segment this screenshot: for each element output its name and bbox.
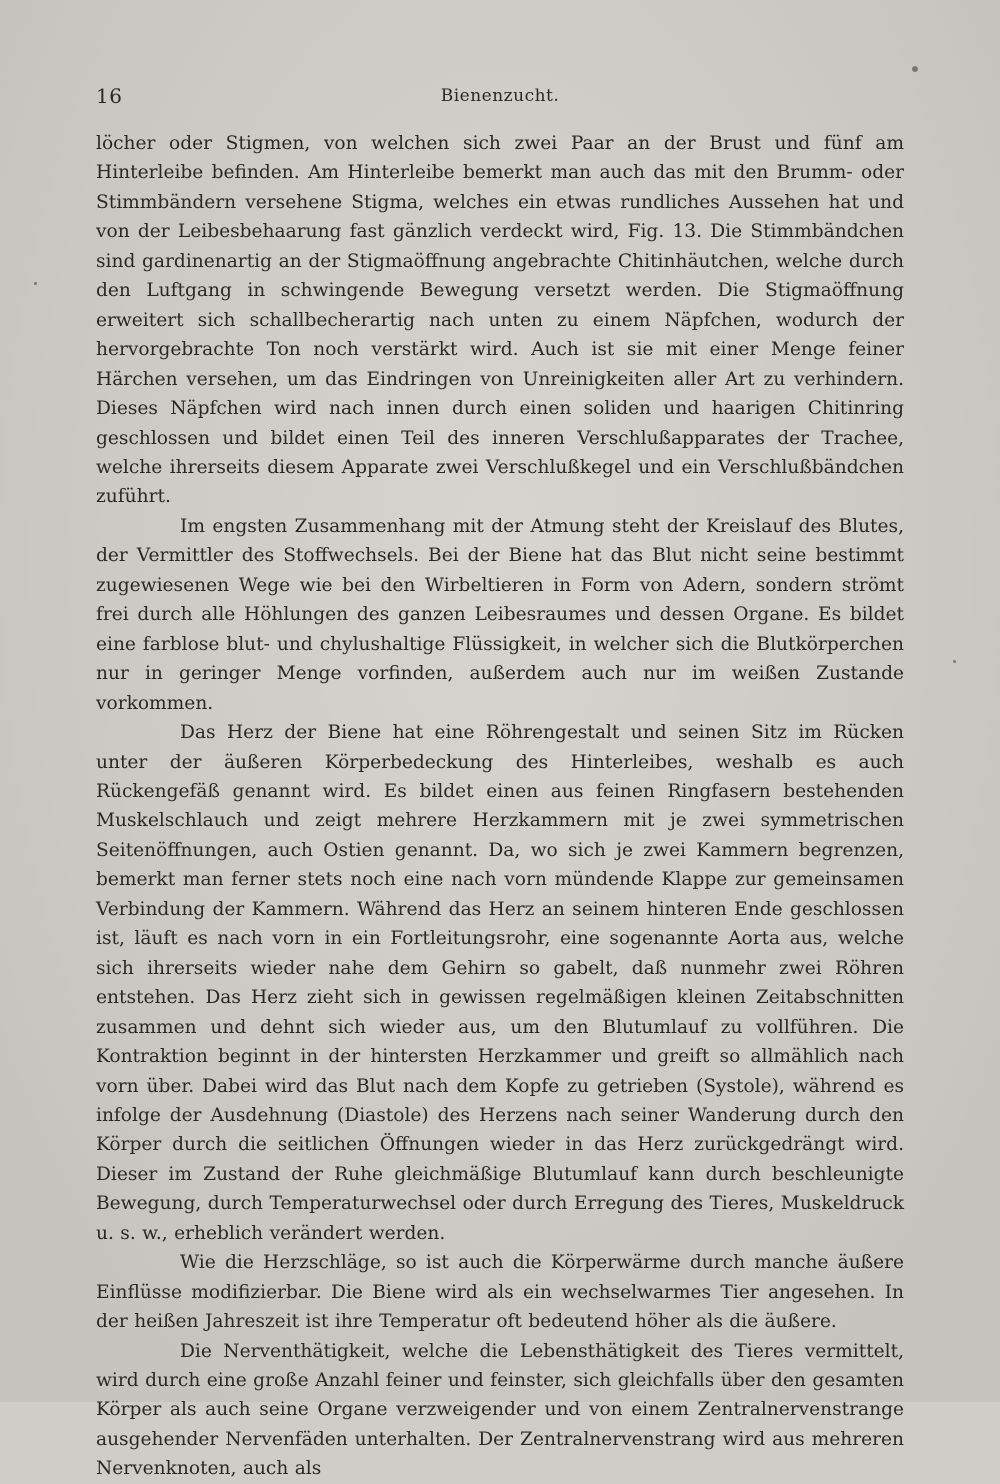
paper-speck xyxy=(953,660,956,663)
paper-speck xyxy=(34,282,37,285)
paragraph: löcher oder Stigmen, von welchen sich zwei Paar an der Brust und fünf am Hinterleibe befinden. Am Hinterleibe bemerkt man auch das mit den Brumm- oder Stimmbändern versehene Stigma, welches ein etwas rundliches Aussehen hat und von der Leibesbehaarung fast gänzlich verdeckt wird, Fig. 13. Die Stimmbändchen sind gardinenartig an der Stigmaöffnung angebrachte Chitinhäutchen, welche durch den Luftgang in schwingende Bewegung versetzt werden. Die Stigmaöffnung erweitert sich schallbecherartig nach unten zu einem Näpfchen, wodurch der hervorgebrachte Ton noch verstärkt wird. Auch ist sie mit einer Menge feiner Härchen versehen, um das Eindringen von Unreinigkeiten aller Art zu verhindern. Dieses Näpfchen wird nach innen durch einen soliden und haarigen Chitinring geschlossen und bildet einen Teil des inneren Verschlußapparates der Trachee, welche ihrerseits diesem Apparate zwei Verschlußkegel und ein Verschlußbändchen zuführt. xyxy=(96,133,904,508)
body-text xyxy=(96,129,904,1484)
paragraph: Wie die Herzschläge, so ist auch die Körperwärme durch manche äußere Einflüsse modifizierbar. Die Biene wird als ein wechselwarmes Tier angesehen. In der heißen Jahreszeit ist ihre Temperatur oft bedeutend höher als die äußere. xyxy=(96,1252,904,1333)
paragraph: Die Nerventhätigkeit, welche die Lebensthätigkeit des Tieres vermittelt, wird durch eine große Anzahl feiner und feinster, sich gleichfalls über den gesamten Körper als auch seine Organe verzweigender und von einem Zentralnervenstrange ausgehender Nervenfäden unterhalten. Der Zentralnervenstrang wird aus mehreren Nervenknoten, auch als xyxy=(96,1340,904,1480)
page-header xyxy=(96,84,904,114)
paragraph: Im engsten Zusammenhang mit der Atmung steht der Kreislauf des Blutes, der Vermittler des Stoffwechsels. Bei der Biene hat das Blut nicht seine bestimmt zugewiesenen Wege wie bei den Wirbeltieren in Form von Adern, sondern strömt frei durch alle Höhlungen des ganzen Leibesraumes und dessen Organe. Es bildet eine farblose blut- und chylushaltige Flüssigkeit, in welcher sich die Blutkörperchen nur in geringer Menge vorfinden, außerdem auch nur im weißen Zustande vorkommen. xyxy=(96,515,904,714)
running-head: Bienenzucht. xyxy=(440,86,560,106)
page-number: 16 xyxy=(96,84,123,108)
paragraph: Das Herz der Biene hat eine Röhrengestalt und seinen Sitz im Rücken unter der äußeren Körperbedeckung des Hinterleibes, weshalb es auch Rückengefäß genannt wird. Es bildet einen aus feinen Ringfasern bestehenden Muskelschlauch und zeigt mehrere Herzkammern mit je zwei symmetrischen Seitenöffnungen, auch Ostien genannt. Da, wo sich je zwei Kammern begrenzen, bemerkt man ferner stets noch eine nach vorn mündende Klappe zur gemeinsamen Verbindung der Kammern. Während das Herz an seinem hinteren Ende geschlossen ist, läuft es nach vorn in ein Fortleitungsrohr, eine sogenannte Aorta aus, welche sich ihrerseits wieder nahe dem Gehirn so gabelt, daß nunmehr zwei Röhren entstehen. Das Herz zieht sich in gewissen regelmäßigen kleinen Zeitabschnitten zusammen und dehnt sich wieder aus, um den Blutumlauf zu vollführen. Die Kontraktion beginnt in der hintersten Herzkammer und greift so allmählich nach vorn über. Dabei wird das Blut nach dem Kopfe zu getrieben (Systole), während es infolge der Ausdehnung (Diastole) des Herzens nach seiner Wanderung durch den Körper durch die seitlichen Öffnungen wieder in das Herz zurückgedrängt wird. Dieser im Zustand der Ruhe gleichmäßige Blutumlauf kann durch beschleunigte Bewegung, durch Temperaturwechsel oder durch Erregung des Tieres, Muskeldruck u. s. w., erheblich verändert werden. xyxy=(96,722,904,1244)
paper-speck xyxy=(912,66,918,72)
